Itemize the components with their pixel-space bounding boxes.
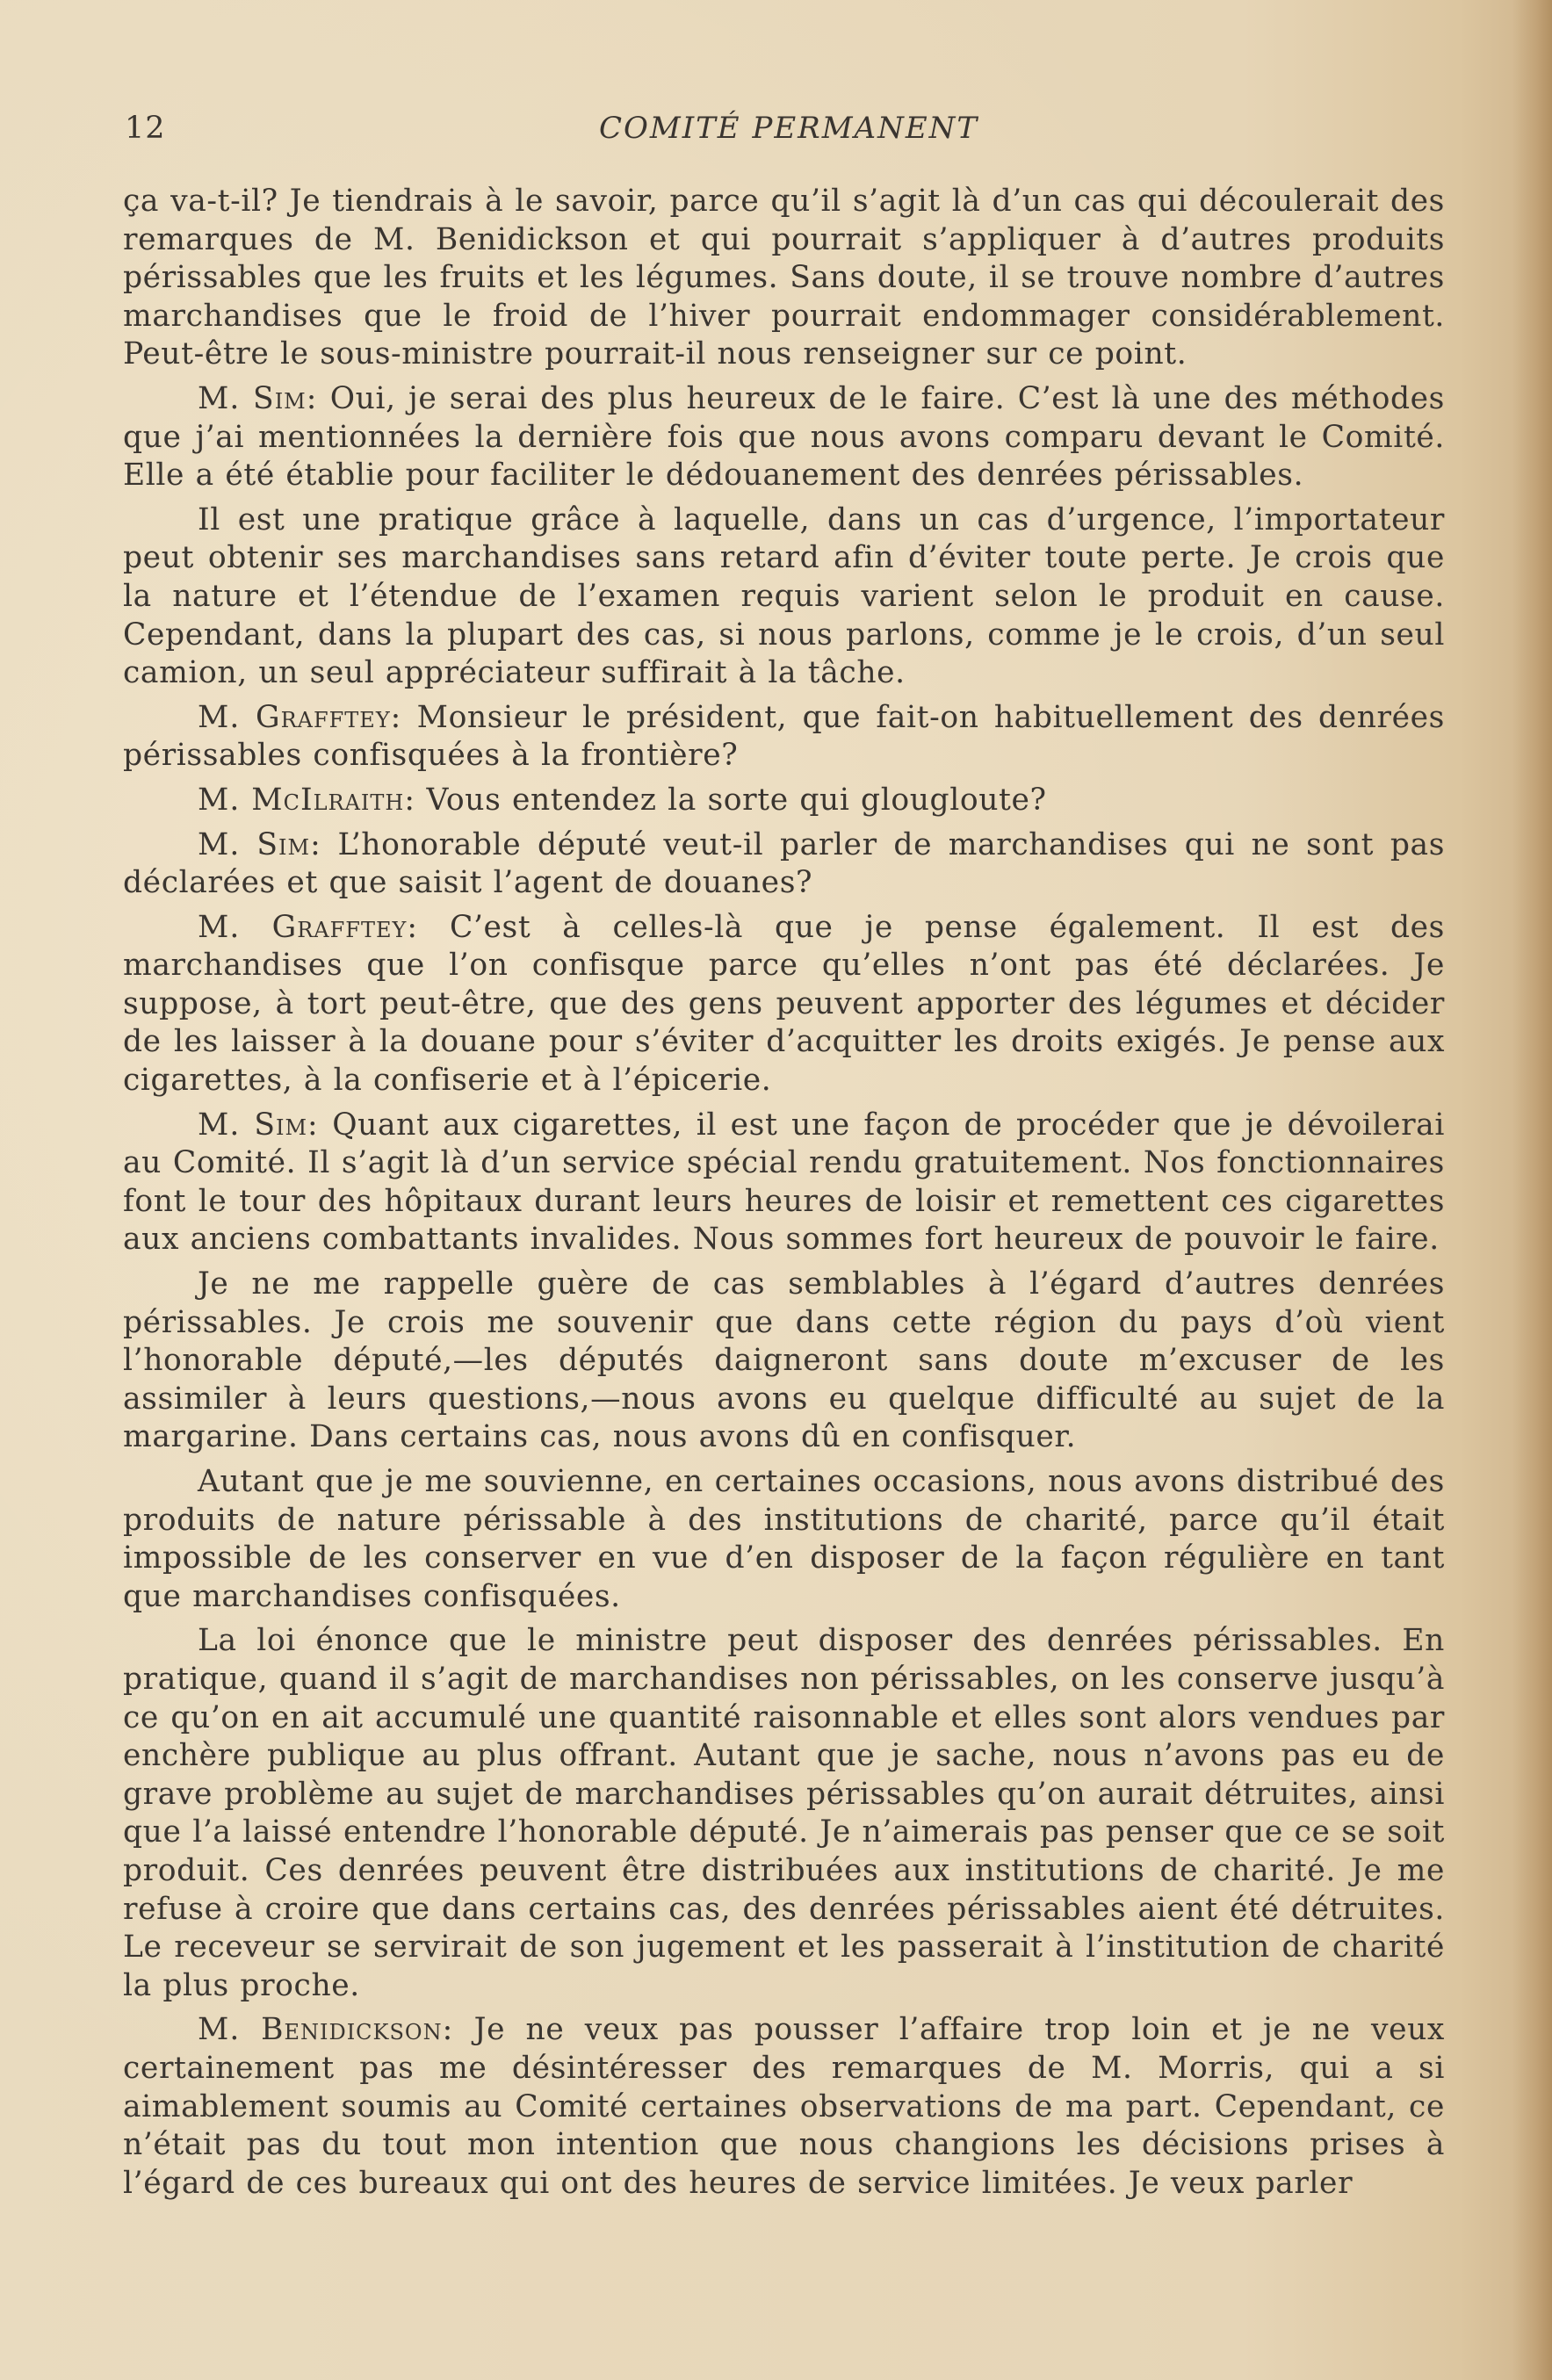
paragraph-text: Vous entendez la sorte qui glougloute? [426,782,1047,818]
speaker-name: M. McIlraith: [198,782,415,818]
paragraph-text: La loi énonce que le ministre peut disposer des denrées périssables. En pratique, quand il s’agit de marchandises non périssables, on les conserve jusqu’à ce qu’on en ait accumulé une quantité raisonnable et elles sont alors vendues par enchère publique au plus offrant. Autant que je sache, nous n’avons pas eu de grave problème au sujet de marchandises périssables qu’on aurait détruites, ainsi que l’a laissé entendre l’honorable député. Je n’aimerais pas penser que ce se soit produit. Ces denrées peuvent être distribuées aux institutions de charité. Je me refuse à croire que dans certains cas, des denrées périssables aient été détruites. Le receveur se servirait de son jugement et les passerait à l’institution de charité la plus proche. [123,1623,1445,2003]
paragraph [123,2011,1445,2203]
paragraph [123,699,1445,775]
paragraph [123,826,1445,903]
speaker-name: M. Grafftey: [198,909,418,945]
paragraph [123,909,1445,1100]
paragraph-text: Il est une pratique grâce à laquelle, dans un cas d’urgence, l’importateur peut obtenir ses marchandises sans retard afin d’éviter toute perte. Je crois que la nature et l’étendue de l’examen requis varient selon le produit en cause. Cependant, dans la plupart des cas, si nous parlons, comme je le crois, d’un seul camion, un seul appréciateur suffirait à la tâche. [123,501,1445,691]
paragraph [123,183,1445,374]
paragraph [123,1463,1445,1616]
paragraph-text: Quant aux cigarettes, il est une façon de procéder que je dévoilerai au Comité. Il s’agit là d’un service spécial rendu gratuitement. Nos fonctionnaires font le tour des hôpitaux durant leurs heures de loisir et remettent ces cigarettes aux anciens combattants invalides. Nous sommes fort heureux de pouvoir le faire. [123,1107,1445,1258]
paragraph [123,1266,1445,1457]
paragraph-text: Oui, je serai des plus heureux de le faire. C’est là une des méthodes que j’ai mentionnées la dernière fois que nous avons comparu devant le Comité. Elle a été établie pour faciliter le dédouanement des denrées périssables. [123,380,1445,494]
page-edge-shadow [1512,0,1552,2380]
document-body [123,183,1445,2209]
paragraph [123,1107,1445,1259]
paragraph [123,782,1445,820]
speaker-name: M. Sim: [198,1107,319,1143]
paragraph-text: L’honorable député veut-il parler de marchandises qui ne sont pas déclarées et que saisit l’agent de douanes? [123,826,1445,901]
paragraph-text: Je ne me rappelle guère de cas semblables à l’égard d’autres denrées périssables. Je crois me souvenir que dans cette région du pays d’où vient l’honorable député,—les députés daigneront sans doute m’excuser de les assimiler à leurs questions,—nous avons eu quelque difficulté au sujet de la margarine. Dans certains cas, nous avons dû en confisquer. [123,1266,1445,1455]
paragraph-text: ça va-t-il? Je tiendrais à le savoir, parce qu’il s’agit là d’un cas qui découlerait des remarques de M. Benidickson et qui pourrait s’appliquer à d’autres produits périssables que les fruits et les légumes. Sans doute, il se trouve nombre d’autres marchandises que le froid de l’hiver pourrait endommager considérablement. Peut-être le sous-ministre pourrait-il nous renseigner sur ce point. [123,184,1445,372]
paragraph-text: Je ne veux pas pousser l’affaire trop loin et je ne veux certainement pas me désintéresser des remarques de M. Morris, qui a si aimablement soumis au Comité certaines observations de ma part. Cependant, ce n’était pas du tout mon intention que nous changions les décisions prises à l’égard de ces bureaux qui ont des heures de service limitées. Je veux parler [123,2012,1445,2201]
paragraph [123,1622,1445,2005]
page-number: 12 [125,111,166,146]
paragraph [123,380,1445,495]
paragraph-text: C’est à celles-là que je pense également. Il est des marchandises que l’on confisque parce qu’elles n’ont pas été déclarées. Je suppose, à tort peut-être, que des gens peuvent apporter des légumes et décider de les laisser à la douane pour s’éviter d’acquitter les droits exigés. Je pense aux cigarettes, à la confiserie et à l’épicerie. [123,909,1445,1099]
speaker-name: M. Grafftey: [198,699,402,735]
speaker-name: M. Sim: [198,826,321,862]
paragraph-text: Monsieur le président, que fait-on habituellement des denrées périssables confisquées à la frontière? [123,699,1445,774]
speaker-name: M. Sim: [198,380,318,416]
speaker-name: M. Benidickson: [198,2012,454,2048]
paragraph [123,501,1445,693]
paragraph-text: Autant que je me souvienne, en certaines occasions, nous avons distribué des produits de nature périssable à des institutions de charité, parce qu’il était impossible de les conserver en vue d’en disposer de la façon régulière en tant que marchandises confisquées. [123,1464,1445,1614]
running-title: COMITÉ PERMANENT [599,111,979,146]
page-header [125,111,1442,155]
